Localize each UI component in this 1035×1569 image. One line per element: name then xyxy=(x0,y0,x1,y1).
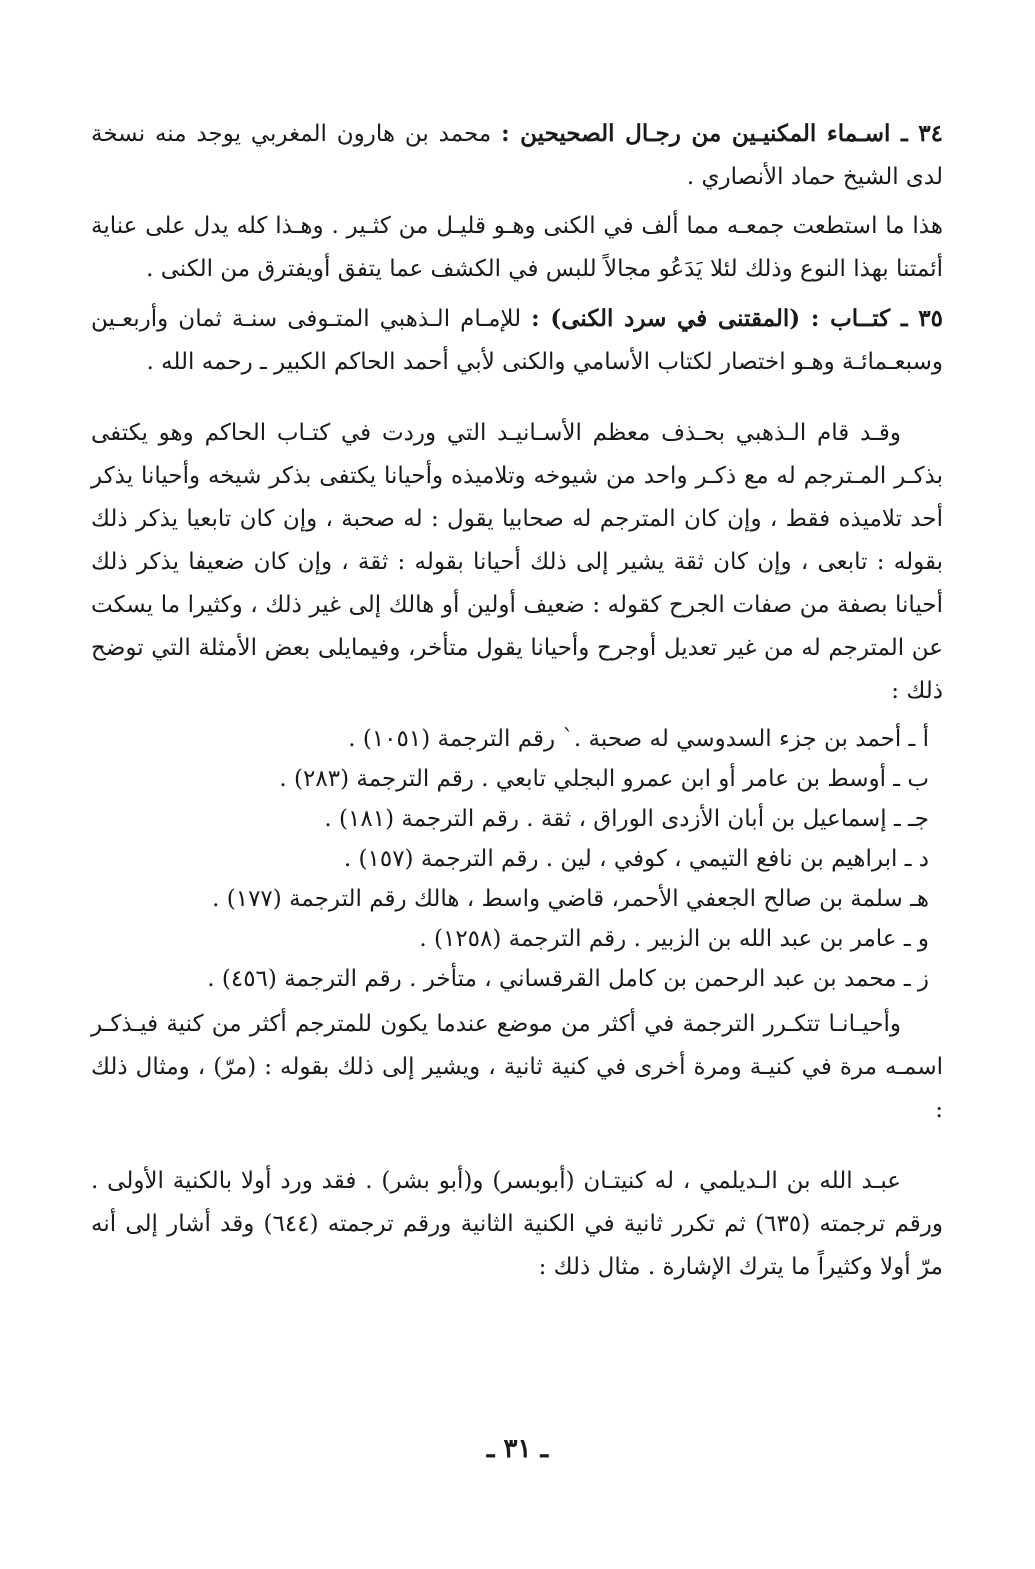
list-item: د ـ ابراهيم بن نافع التيمي ، كوفي ، لين . رقم الترجمة (١٥٧) . xyxy=(343,846,929,872)
section-35-heading: ٣٥ ـ كتــاب : (المقتنى في سرد الكنى) : xyxy=(531,305,943,332)
section-34 xyxy=(91,112,943,199)
list-item: و ـ عامر بن عبد الله بن الزبير . رقم الترجمة (١٢٥٨) . xyxy=(419,926,929,952)
paragraph-example: عبـد الله بن الـديلمي ، له كنيتـان (أبوبسر) و(أبو بشر) . فقد ورد أولا بالكنية الأولى . ورقم ترجمته (٦٣٥) ثم تكرر ثانية في الكنية الثانية ورقم ترجمته (٦٤٤) وقد أشار إلى أنه مرّ أولا وكثيراً ما يترك الإشارة . مثال ذلك : xyxy=(91,1168,944,1280)
list-item: هـ سلمة بن صالح الجعفي الأحمر، قاضي واسط ، هالك رقم الترجمة (١٧٧) . xyxy=(212,886,929,912)
list-item: ب ـ أوسط بن عامر أو ابن عمرو البجلي تابعي . رقم الترجمة (٢٨٣) . xyxy=(279,766,929,792)
section-34-heading: ٣٤ ـ اسـماء المكنيـين من رجـال الصحيحين : xyxy=(501,120,943,147)
list-item: جـ ـ إسماعيل بن أبان الأزدى الوراق ، ثقة . رقم الترجمة (١٨١) . xyxy=(324,806,929,832)
section-35 xyxy=(91,297,943,384)
section-34-body: محمد بن هارون المغربي يوجد منه نسخة لدى الشيخ حماد الأنصاري . xyxy=(91,121,943,190)
page-number: ـ ٣١ ـ xyxy=(486,1434,549,1464)
paragraph-repeat: وأحيـانـا تتكـرر الترجمة في أكثر من موضع عندما يكون للمترجم أكثر من كنية فيـذكـر اسمـه مرة في كنيـة ومرة أخرى في كنية ثانية ، ويشير إلى ذلك بقوله : (مرّ) ، ومثال ذلك : xyxy=(91,1011,943,1123)
section-35-body: للإمـام الـذهبي المتـوفى سنـة ثمان وأربعـين وسبعـمائـة وهـو اختصار لكتاب الأسامي والكنى لأبي أحمد الحاكم الكبير ـ رحمه الله . xyxy=(91,306,943,375)
page-body xyxy=(91,112,943,1295)
examples-list xyxy=(91,719,943,999)
list-item: ز ـ محمد بن عبد الرحمن بن كامل القرقساني ، متأخر . رقم الترجمة (٤٥٦) . xyxy=(207,966,929,992)
list-item: أ ـ أحمد بن جزء السدوسي له صحبة .` رقم الترجمة (١٠٥١) . xyxy=(348,726,929,752)
paragraph-effort: هذا ما استطعت جمعـه مما ألف في الكنى وهـو قليـل من كثـير . وهـذا كله يدل على عناية أئمتنا بهذا النوع وذلك لئلا يَدَعُو مجالاً للبس في الكشف عما يتفق أويفترق من الكنى . xyxy=(91,213,943,282)
paragraph-method: وقـد قام الـذهبي بحـذف معظم الأسـانيـد التي وردت في كتـاب الحاكم وهو يكتفى بذكـر المـترجم له مع ذكـر واحد من شيوخه وتلاميذه وأحيانا يكتفى بذكر شيخه وأحيانا يذكر أحد تلاميذه فقط ، وإن كان المترجم له صحابيا يقول : له صحبة ، وإن كان تابعيا يذكر ذلك بقوله : تابعى ، وإن كان ثقة يشير إلى ذلك أحيانا بقوله : ثقة ، وإن كان ضعيفا يذكر ذلك أحيانا بصفة من صفات الجرح كقوله : ضعيف أولين أو هالك إلى غير ذلك ، وكثيرا ما يسكت عن المترجم له من غير تعديل أوجرح وأحيانا يقول متأخر، وفيمايلى بعض الأمثلة التي توضح ذلك : xyxy=(91,420,943,704)
